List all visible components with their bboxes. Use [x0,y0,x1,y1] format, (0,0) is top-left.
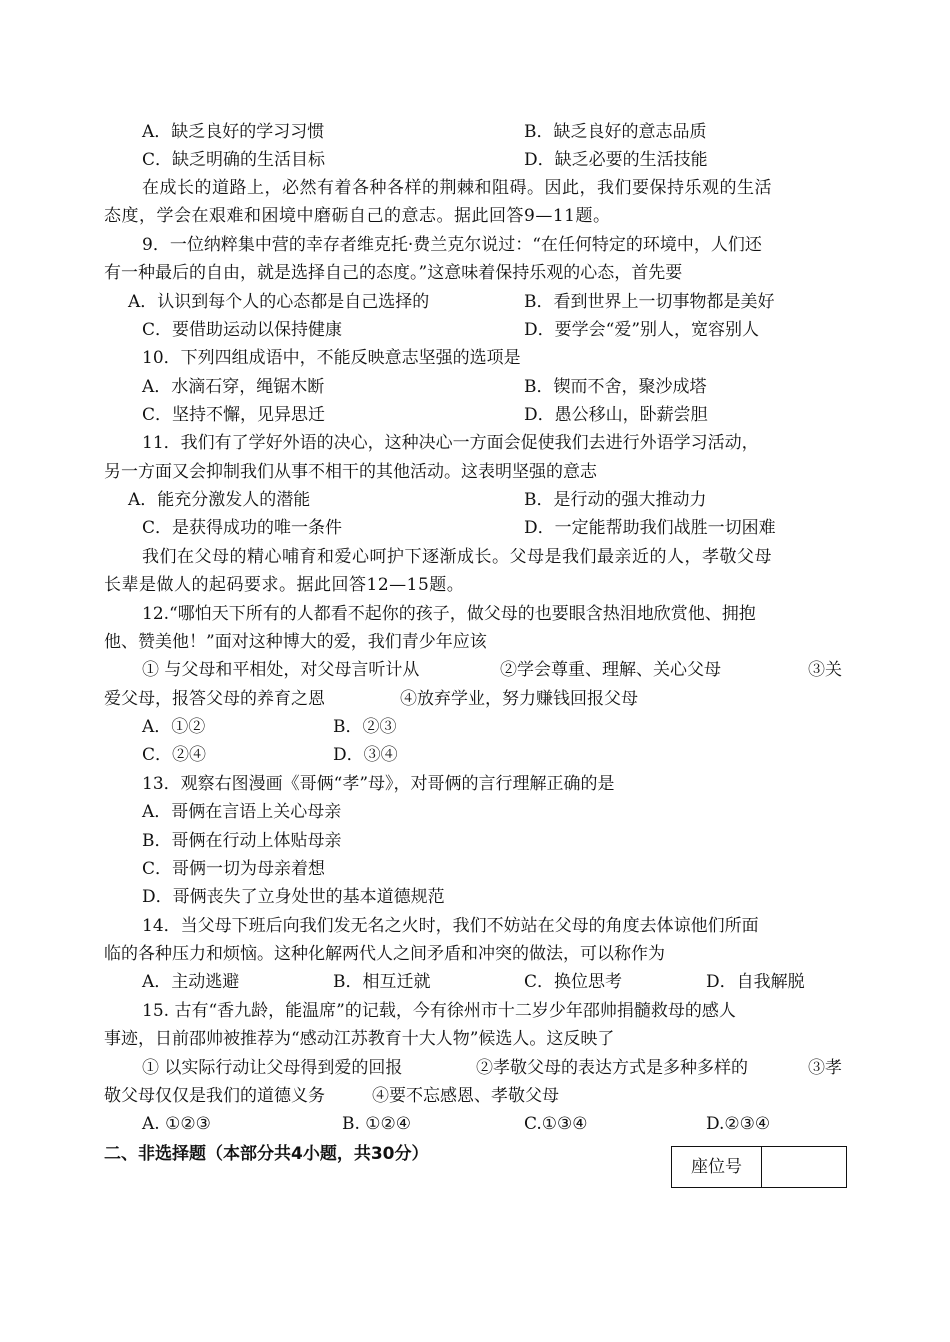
q10-option-d: D．愚公移山，卧薪尝胆 [524,405,708,425]
q13-option-c: C．哥俩一切为母亲着想 [142,859,326,879]
q9-option-c: C．要借助运动以保持健康 [142,320,343,340]
q14-option-a: A．主动逃避 [142,972,240,992]
q15-stem-line-2: 事迹，日前邵帅被推荐为“感动江苏教育十大人物”候选人。这反映了 [104,1029,615,1049]
q14-option-c: C．换位思考 [524,972,623,992]
q8-option-d: D．缺乏必要的生活技能 [524,150,708,170]
q14-option-b: B．相互迁就 [333,972,431,992]
q9-option-d: D．要学会“爱”别人，宽容别人 [524,320,760,340]
q15-option-c: C.①③④ [524,1114,588,1134]
q8-option-c: C．缺乏明确的生活目标 [142,150,326,170]
q11-option-b: B．是行动的强大推动力 [524,490,707,510]
q9-stem-line-2: 有一种最后的自由，就是选择自己的态度。”这意味着保持乐观的心态，首先要 [104,263,683,283]
q15-stem-line-1: 15. 古有“香九龄，能温席”的记载，今有徐州市十二岁少年邵帅捐髓救母的感人 [142,1001,736,1021]
q10-option-b: B．锲而不舍，聚沙成塔 [524,377,707,397]
q9-stem-line-1: 9．一位纳粹集中营的幸存者维克托·费兰克尔说过：“在任何特定的环境中，人们还 [142,235,762,255]
q11-option-a: A．能充分激发人的潜能 [128,490,311,510]
intro-passage-1-line-2: 态度，学会在艰难和困境中磨砺自己的意志。据此回答9—11题。 [104,206,611,226]
q15-option-a: A. ①②③ [142,1114,211,1134]
q12-statement-2: ②学会尊重、理解、关心父母 [500,660,721,680]
q13-option-b: B．哥俩在行动上体贴母亲 [142,831,342,851]
q12-stem-line-2: 他、赞美他！”面对这种博大的爱，我们青少年应该 [104,632,487,652]
q15-statement-4: ④要不忘感恩、孝敬父母 [372,1086,559,1106]
intro-passage-2-line-2: 长辈是做人的起码要求。据此回答12—15题。 [104,575,465,595]
q11-stem-line-2: 另一方面又会抑制我们从事不相干的其他活动。这表明坚强的意志 [104,462,597,482]
q15-statement-3-start: ③孝 [808,1058,842,1078]
intro-passage-2-line-1: 我们在父母的精心哺育和爱心呵护下逐渐成长。父母是我们最亲近的人，孝敬父母 [142,547,772,567]
q10-option-a: A．水滴石穿，绳锯木断 [142,377,325,397]
q8-option-b: B．缺乏良好的意志品质 [524,122,707,142]
q15-option-b: B. ①②④ [342,1114,412,1134]
q13-stem: 13．观察右图漫画《哥俩“孝”母》，对哥俩的言行理解正确的是 [142,774,615,794]
q15-statement-1: ① 以实际行动让父母得到爱的回报 [142,1058,403,1078]
q12-option-b: B．②③ [333,717,397,737]
q12-statement-3-end: 爱父母，报答父母的养育之恩 [104,689,325,709]
q9-option-b: B．看到世界上一切事物都是美好 [524,292,775,312]
q15-statement-3-end: 敬父母仅仅是我们的道德义务 [104,1086,325,1106]
q12-option-a: A．①② [142,717,206,737]
q12-statement-3-start: ③关 [808,660,842,680]
section-2-title: 二、非选择题（本部分共4小题，共30分） [104,1144,429,1164]
q15-option-d: D.②③④ [706,1114,771,1134]
q12-option-c: C．②④ [142,745,207,765]
q10-option-c: C．坚持不懈，见异思迁 [142,405,326,425]
q10-stem: 10．下列四组成语中，不能反映意志坚强的选项是 [142,348,521,368]
q11-stem-line-1: 11．我们有了学好外语的决心，这种决心一方面会促使我们去进行外语学习活动， [142,433,759,453]
q15-statement-2: ②孝敬父母的表达方式是多种多样的 [476,1058,748,1078]
q14-stem-line-1: 14．当父母下班后向我们发无名之火时，我们不妨站在父母的角度去体谅他们所面 [142,916,759,936]
q8-option-a: A．缺乏良好的学习习惯 [142,122,325,142]
q12-statement-1: ① 与父母和平相处，对父母言听计从 [142,660,420,680]
q14-stem-line-2: 临的各种压力和烦恼。这种化解两代人之间矛盾和冲突的做法，可以称作为 [104,944,665,964]
intro-passage-1-line-1: 在成长的道路上，必然有着各种各样的荆棘和阻碍。因此，我们要保持乐观的生活 [142,178,772,198]
q11-option-c: C．是获得成功的唯一条件 [142,518,343,538]
q13-option-a: A．哥俩在言语上关心母亲 [142,802,342,822]
q14-option-d: D．自我解脱 [706,972,805,992]
q12-statement-4: ④放弃学业，努力赚钱回报父母 [400,689,638,709]
seat-number-field[interactable] [762,1147,846,1187]
seat-number-label: 座位号 [672,1147,762,1187]
q9-option-a: A．认识到每个人的心态都是自己选择的 [128,292,430,312]
q12-option-d: D．③④ [333,745,398,765]
q11-option-d: D．一定能帮助我们战胜一切困难 [524,518,776,538]
seat-number-box [671,1146,847,1188]
q12-stem-line-1: 12.“哪怕天下所有的人都看不起你的孩子，做父母的也要眼含热泪地欣赏他、拥抱 [142,604,756,624]
q13-option-d: D．哥俩丧失了立身处世的基本道德规范 [142,887,445,907]
